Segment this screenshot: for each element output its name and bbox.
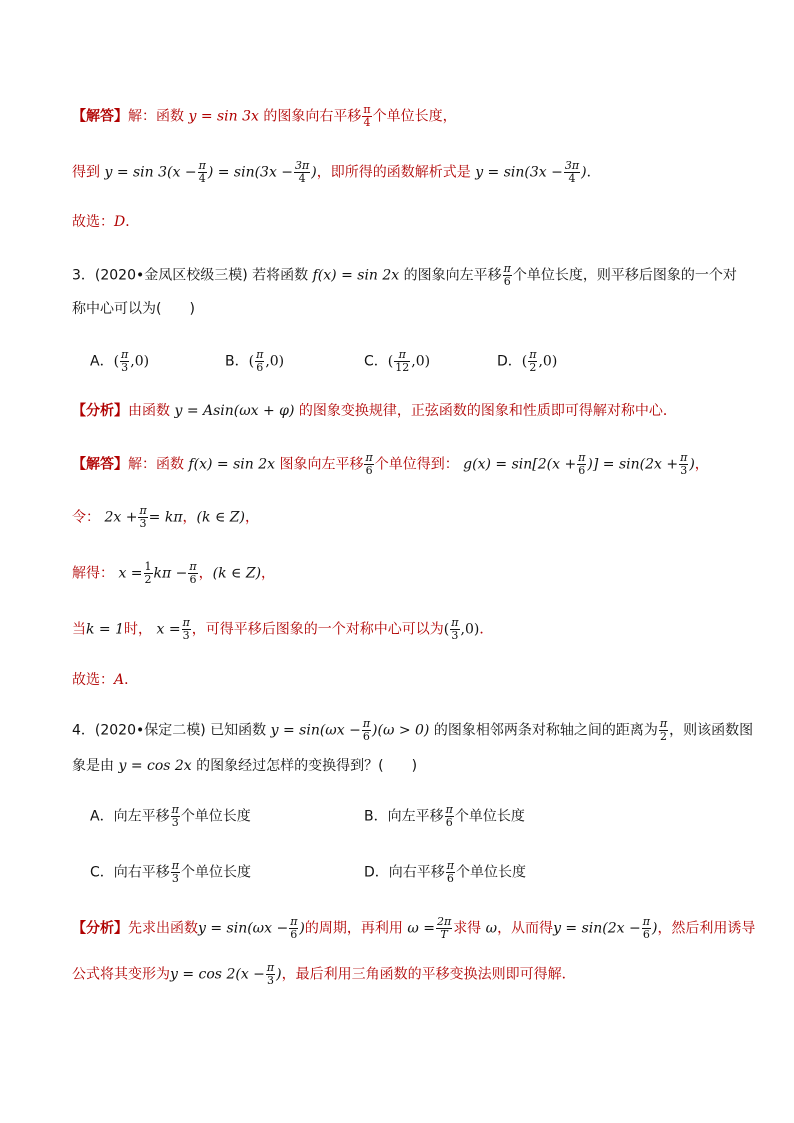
answer-text: ，即所得的函数解析式是 [316,164,471,181]
fraction: $\frac{3\pi}{4}$ [295,159,310,185]
math-expression: y = sin(3x − [475,164,563,181]
math-expression: y = sin 3x [188,108,259,125]
fraction: $\frac{3\pi}{4}$ [564,159,580,185]
fraction: $\frac{\pi}{6}$ [503,262,511,288]
q3-let: 令： 2x + $\frac{\pi}{3}$ = kπ，(k ∈ Z)， [72,504,259,530]
q3-solve: 解得： x = $\frac{1}{2}$ kπ − $\frac{\pi}{6}$ ，(k ∈ Z)， [72,560,276,586]
q4-stem-line1: 4．(2020•保定二模) 已知函数 y = sin(ωx − $\frac{\pi}{6}$ )(ω > 0) 的图象相邻两条对称轴之间的距离为 $\frac{\pi}{2}$ ，则该函数图 [72,717,754,743]
q3-option-a[interactable]: A．( $\frac{\pi}{3}$ ,0) [90,348,150,374]
q4-option-c[interactable]: C．向右平移 $\frac{\pi}{3}$ 个单位长度 [90,859,252,885]
question-text: 称中心可以为( ) [72,301,195,317]
fraction: $\frac{\pi}{4}$ [198,159,206,185]
math-expression: ) [581,164,587,181]
math-expression: f(x) = sin 2x [312,267,400,284]
q3-stem-line2 [72,298,734,320]
choice-label: 故选： [72,214,114,230]
math-expression: ) = sin(3x − [207,164,294,181]
q2-choice [72,211,734,233]
answer-tag: 【解答】 [72,456,128,473]
q3-analysis: 【分析】由函数 y = Asin(ωx + φ) 的图象变换规律，正弦函数的图象和性质即可得解对称中心． [72,403,677,419]
answer-text: 的图象向右平移 [263,108,362,125]
answer-text: 解：函数 [128,108,184,125]
math-expression: f(x) = sin 2x [188,456,276,473]
math-expression: y = sin 3(x − [104,164,197,181]
q4-option-a[interactable]: A．向左平移 $\frac{\pi}{3}$ 个单位长度 [90,803,251,829]
question-text: 个单位长度，则平移后图象的一个对 [512,267,737,284]
q3-choice: 故选：A． [72,672,139,688]
answer-text: 个单位长度， [372,108,457,125]
q3-option-b[interactable]: B．( $\frac{\pi}{6}$ ,0) [225,348,285,374]
q3-answer-line1: 【解答】解：函数 f(x) = sin 2x 图象向左平移 $\frac{\pi}{6}$ 个单位得到： g(x) = sin[2(x + $\frac{\pi}{6}$ )] = sin(2x + $\frac{\pi}{3}$ )， [72,451,709,477]
q3-option-c[interactable]: C．( $\frac{\pi}{12}$ ,0) [364,348,431,374]
question-text: 3．(2020•金凤区校级三模) 若将函数 [72,267,309,284]
answer-text: 得到 [72,164,100,181]
fraction: $\frac{\pi}{4}$ [363,103,371,129]
math-expression: ) [311,164,317,181]
q4-analysis-line1: 【分析】先求出函数y = sin(ωx − $\frac{\pi}{6}$ )的周期，再利用 ω = $\frac{2\pi}{T}$ 求得 ω，从而得y = sin(2x − $\frac{\pi}{6}$ )，然后利用诱导 [72,915,756,941]
q4-stem-line2: 象是由 y = cos 2x 的图象经过怎样的变换得到？( ) [72,758,418,774]
q3-option-d[interactable]: D．( $\frac{\pi}{2}$ ,0) [497,348,558,374]
q4-analysis-line2: 公式将其变形为y = cos 2(x − $\frac{\pi}{3}$ )，最后利用三角函数的平移变换法则即可得解． [72,961,576,987]
punctuation: ． [586,164,601,181]
choice-letter: D [114,214,126,230]
q3-stem-line1 [72,262,737,288]
analysis-tag: 【分析】 [72,920,128,937]
q4-option-b[interactable]: B．向左平移 $\frac{\pi}{6}$ 个单位长度 [364,803,525,829]
q2-answer-line2 [72,160,734,185]
question-text: 的图象向左平移 [403,267,502,284]
analysis-tag: 【分析】 [72,403,128,419]
q4-option-d[interactable]: D．向右平移 $\frac{\pi}{6}$ 个单位长度 [364,859,527,885]
answer-tag: 【解答】 [72,108,128,125]
q3-when: 当k = 1时， x = $\frac{\pi}{3}$ ，可得平移后图象的一个对称中心可以为( $\frac{\pi}{3}$ ,0)． [72,616,494,642]
q2-answer-line1 [72,104,734,129]
math-expression: y = Asin(ωx + φ) [174,403,295,419]
punctuation: ． [125,214,140,230]
